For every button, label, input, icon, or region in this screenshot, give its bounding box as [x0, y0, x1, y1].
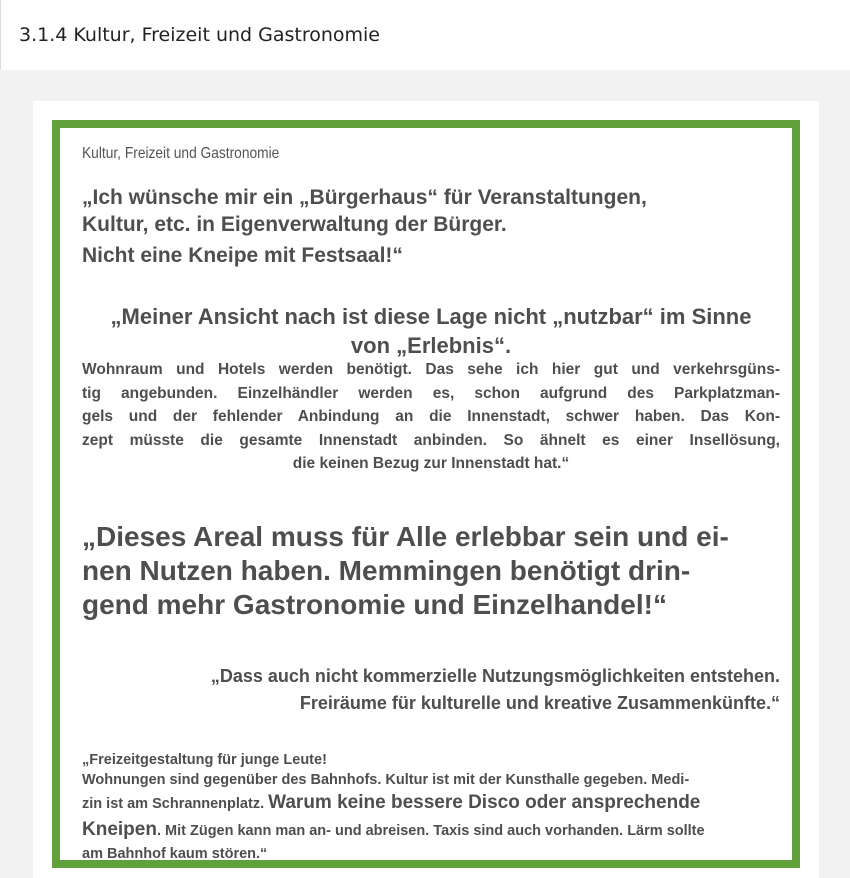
- quote-fragment-emphasis: Warum keine bessere Disco oder ansprechende: [268, 792, 701, 813]
- quote-line-mixed: [82, 790, 705, 817]
- quote-line: zept müsste die gesamte Innenstadt anbinden. So ähnelt es einer Insellösung,: [82, 431, 780, 449]
- quote-line: „Meiner Ansicht nach ist diese Lage nicht „nutzbar“ im Sinne: [110, 304, 752, 329]
- quote-line: Wohnungen sind gegenüber des Bahnhofs. Kultur ist mit der Kunsthalle gegeben. Medi-: [82, 772, 690, 788]
- quote-line: nen Nutzen haben. Memmingen benötigt drin-: [82, 555, 691, 586]
- quote-line: gend mehr Gastronomie und Einzelhandel!“: [82, 589, 667, 620]
- quote-freizeit: [82, 750, 705, 864]
- page-kicker: Kultur, Freizeit und Gastronomie: [82, 145, 280, 162]
- quote-fragment: . Mit Zügen kann man an- und abreisen. Taxis sind auch vorhanden. Lärm sollte: [156, 823, 705, 839]
- quote-line: tig angebunden. Einzelhändler werden es, schon aufgrund des Parkplatzman-: [82, 384, 780, 402]
- quote-line: die keinen Bezug zur Innenstadt hat.“: [292, 455, 570, 472]
- quote-line: Kultur, etc. in Eigenverwaltung der Bürger.: [82, 213, 507, 236]
- document-page: [33, 101, 819, 878]
- quote-areal: [82, 520, 729, 622]
- quote-line: „Dass auch nicht kommerzielle Nutzungsmöglichkeiten entstehen.: [210, 666, 780, 686]
- quote-erlebnis-body: [82, 358, 780, 476]
- quote-line-mixed: [82, 817, 705, 844]
- green-frame: [52, 120, 800, 868]
- quote-line: „Freizeitgestaltung für junge Leute!: [82, 752, 327, 768]
- quote-freiraeume: [82, 663, 780, 717]
- quote-line: „Ich wünsche mir ein „Bürgerhaus“ für Veranstaltungen,: [82, 186, 647, 209]
- quote-line: von „Erlebnis“.: [350, 333, 512, 358]
- quote-fragment-emphasis: Kneipen: [82, 819, 157, 840]
- section-title: 3.1.4 Kultur, Freizeit und Gastronomie: [19, 24, 380, 46]
- document-viewer[interactable]: [0, 70, 850, 878]
- quote-buergerhaus: [82, 184, 647, 269]
- quote-fragment: zin ist am Schrannenplatz.: [82, 796, 269, 812]
- quote-line: Freiräume für kulturelle und kreative Zusammenkünfte.“: [299, 693, 780, 713]
- quote-line: gels und der fehlender Anbindung an die Innenstadt, schwer haben. Das Kon-: [82, 408, 780, 425]
- section-header: [0, 0, 850, 70]
- quote-erlebnis-headline: [82, 302, 780, 360]
- quote-line: Nicht eine Kneipe mit Festsaal!“: [82, 244, 403, 267]
- quote-line: „Dieses Areal muss für Alle erlebbar sein und ei-: [82, 521, 729, 552]
- quote-line: Wohnraum und Hotels werden benötigt. Das sehe ich hier gut und verkehrsgüns-: [82, 361, 780, 378]
- quote-line: am Bahnhof kaum stören.“: [82, 846, 268, 862]
